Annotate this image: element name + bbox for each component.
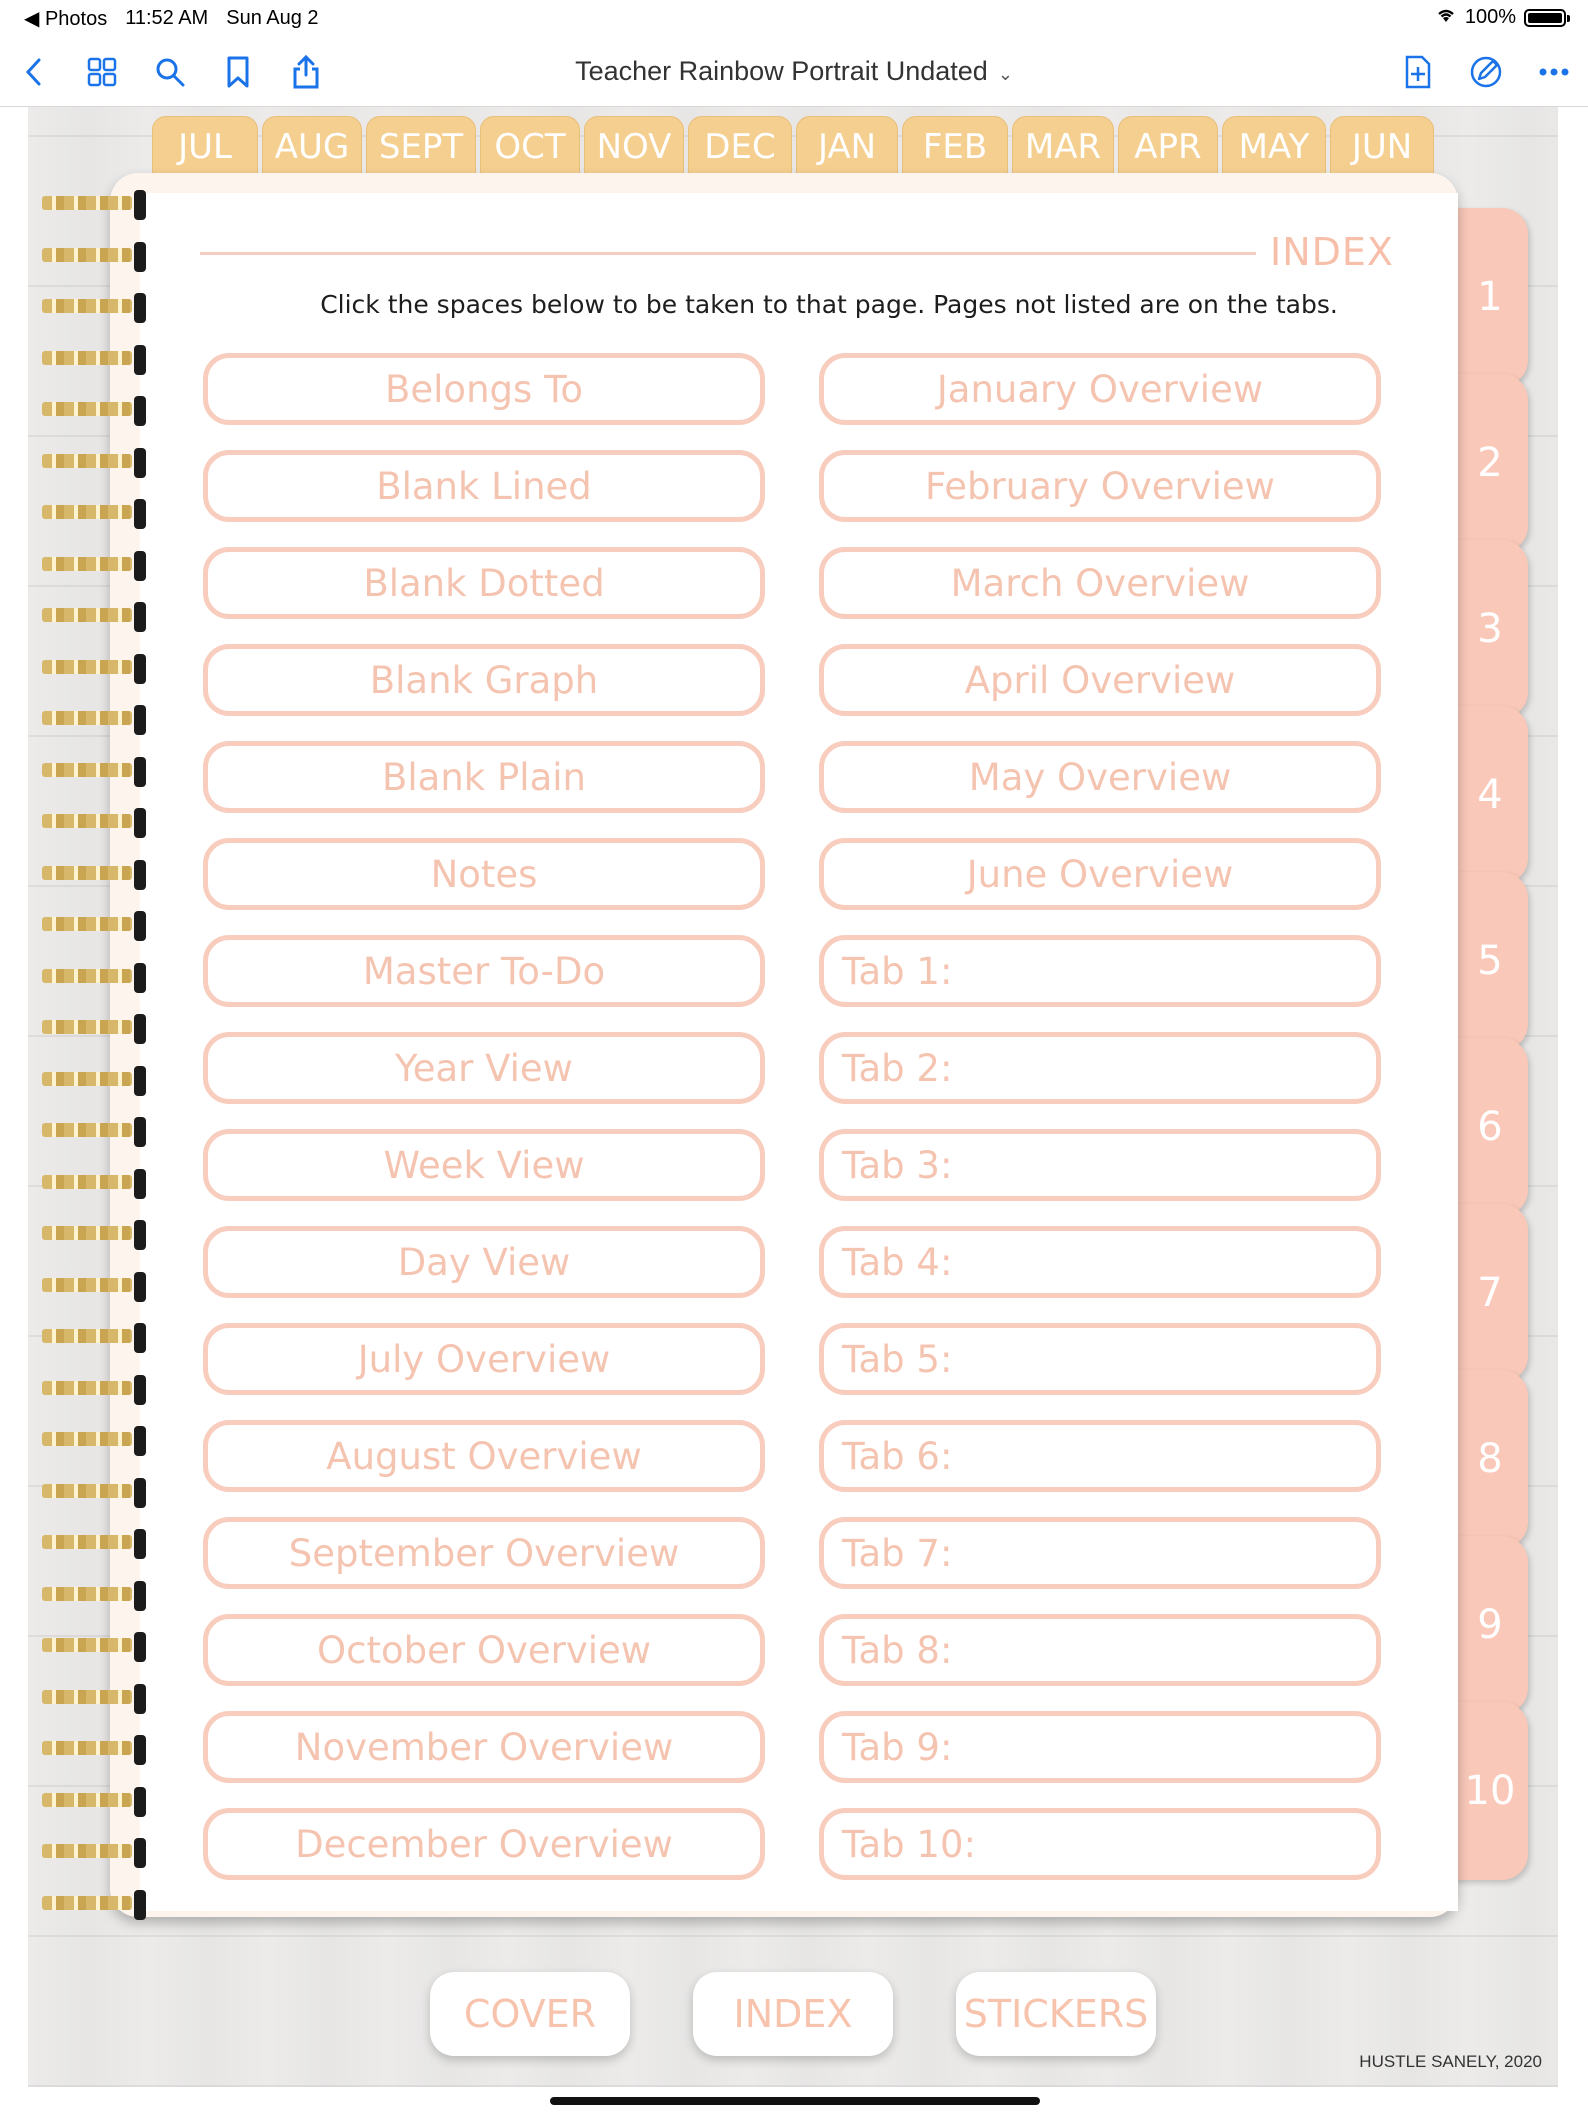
index-link-may-overview[interactable]: May Overview xyxy=(819,741,1381,813)
index-link-february-overview[interactable]: February Overview xyxy=(819,450,1381,522)
index-link-tab-7[interactable]: Tab 7: xyxy=(819,1517,1381,1589)
spiral-ring xyxy=(42,551,152,577)
index-link-tab-9[interactable]: Tab 9: xyxy=(819,1711,1381,1783)
index-link-day-view[interactable]: Day View xyxy=(203,1226,765,1298)
index-link-april-overview[interactable]: April Overview xyxy=(819,644,1381,716)
month-tab[interactable]: AUG xyxy=(262,116,362,178)
spiral-ring xyxy=(42,1323,152,1349)
battery-icon xyxy=(1524,9,1566,27)
page-title: INDEX xyxy=(1270,230,1394,274)
cover-tab[interactable]: COVER xyxy=(430,1972,630,2056)
spiral-ring xyxy=(42,1169,152,1195)
month-tab[interactable]: JUN xyxy=(1330,116,1434,178)
back-app-label: Photos xyxy=(44,8,108,30)
home-indicator[interactable] xyxy=(550,2097,1040,2105)
spiral-ring xyxy=(42,1478,152,1504)
wifi-icon xyxy=(1435,6,1457,29)
back-to-app-link[interactable]: ◀ Photos xyxy=(24,8,108,30)
number-tab[interactable]: 8 xyxy=(1452,1370,1528,1548)
spiral-ring xyxy=(42,1581,152,1607)
copyright-credit: HUSTLE SANELY, 2020 xyxy=(1359,2052,1542,2071)
status-time: 11:52 AM xyxy=(125,7,209,29)
spiral-ring xyxy=(42,911,152,937)
status-date: Sun Aug 2 xyxy=(226,7,319,29)
more-icon[interactable] xyxy=(1534,52,1574,92)
index-link-blank-lined[interactable]: Blank Lined xyxy=(203,450,765,522)
month-tab[interactable]: JUL xyxy=(152,116,258,178)
stickers-tab[interactable]: STICKERS xyxy=(956,1972,1156,2056)
document-title-label: Teacher Rainbow Portrait Undated xyxy=(575,56,988,86)
index-link-notes[interactable]: Notes xyxy=(203,838,765,910)
pencil-icon[interactable] xyxy=(1466,52,1506,92)
spiral-ring xyxy=(42,1272,152,1298)
index-link-tab-4[interactable]: Tab 4: xyxy=(819,1226,1381,1298)
index-link-week-view[interactable]: Week View xyxy=(203,1129,765,1201)
number-tab[interactable]: 5 xyxy=(1452,872,1528,1050)
spiral-ring xyxy=(42,1014,152,1040)
number-tab[interactable]: 7 xyxy=(1452,1204,1528,1382)
number-tab[interactable]: 9 xyxy=(1452,1536,1528,1714)
month-tab[interactable]: DEC xyxy=(688,116,792,178)
spiral-ring xyxy=(42,190,152,216)
month-tab[interactable]: FEB xyxy=(902,116,1008,178)
spiral-ring xyxy=(42,757,152,783)
spiral-ring xyxy=(42,1735,152,1761)
index-link-august-overview[interactable]: August Overview xyxy=(203,1420,765,1492)
index-link-tab-3[interactable]: Tab 3: xyxy=(819,1129,1381,1201)
app-toolbar xyxy=(0,40,1588,107)
month-tabs xyxy=(152,116,1438,178)
spiral-ring xyxy=(42,1426,152,1452)
spiral-ring xyxy=(42,963,152,989)
number-tab[interactable]: 4 xyxy=(1452,706,1528,884)
number-tab[interactable]: 1 xyxy=(1452,208,1528,386)
document-title[interactable] xyxy=(0,56,1588,87)
index-link-belongs-to[interactable]: Belongs To xyxy=(203,353,765,425)
index-tab[interactable]: INDEX xyxy=(693,1972,893,2056)
spiral-ring xyxy=(42,345,152,371)
month-tab[interactable]: SEPT xyxy=(366,116,476,178)
index-link-january-overview[interactable]: January Overview xyxy=(819,353,1381,425)
index-instruction: Click the spaces below to be taken to that page. Pages not listed are on the tabs. xyxy=(320,290,1338,319)
spiral-ring xyxy=(42,1529,152,1555)
month-tab[interactable]: OCT xyxy=(480,116,580,178)
index-link-september-overview[interactable]: September Overview xyxy=(203,1517,765,1589)
number-tab[interactable]: 10 xyxy=(1452,1702,1528,1880)
status-bar xyxy=(0,0,1588,40)
battery-percent: 100% xyxy=(1464,6,1516,28)
title-rule xyxy=(200,252,1256,255)
index-link-blank-plain[interactable]: Blank Plain xyxy=(203,741,765,813)
index-link-tab-5[interactable]: Tab 5: xyxy=(819,1323,1381,1395)
spiral-ring xyxy=(42,448,152,474)
number-tab[interactable]: 2 xyxy=(1452,374,1528,552)
index-link-blank-dotted[interactable]: Blank Dotted xyxy=(203,547,765,619)
index-link-june-overview[interactable]: June Overview xyxy=(819,838,1381,910)
month-tab[interactable]: APR xyxy=(1118,116,1218,178)
index-link-march-overview[interactable]: March Overview xyxy=(819,547,1381,619)
month-tab[interactable]: NOV xyxy=(584,116,684,178)
spiral-ring xyxy=(42,808,152,834)
spiral-ring xyxy=(42,1890,152,1916)
month-tab[interactable]: MAY xyxy=(1222,116,1326,178)
spiral-ring xyxy=(42,1684,152,1710)
index-link-tab-10[interactable]: Tab 10: xyxy=(819,1808,1381,1880)
spiral-ring xyxy=(42,396,152,422)
spiral-ring xyxy=(42,1066,152,1092)
index-link-master-todo[interactable]: Master To-Do xyxy=(203,935,765,1007)
index-link-blank-graph[interactable]: Blank Graph xyxy=(203,644,765,716)
spiral-ring xyxy=(42,1787,152,1813)
spiral-binding xyxy=(42,190,152,1910)
index-link-october-overview[interactable]: October Overview xyxy=(203,1614,765,1686)
spiral-ring xyxy=(42,499,152,525)
spiral-ring xyxy=(42,654,152,680)
spiral-ring xyxy=(42,705,152,731)
index-link-july-overview[interactable]: July Overview xyxy=(203,1323,765,1395)
spiral-ring xyxy=(42,1375,152,1401)
index-link-tab-2[interactable]: Tab 2: xyxy=(819,1032,1381,1104)
spiral-ring xyxy=(42,293,152,319)
index-link-tab-8[interactable]: Tab 8: xyxy=(819,1614,1381,1686)
index-link-november-overview[interactable]: November Overview xyxy=(203,1711,765,1783)
index-link-tab-1[interactable]: Tab 1: xyxy=(819,935,1381,1007)
month-tab[interactable]: JAN xyxy=(796,116,898,178)
spiral-ring xyxy=(42,1220,152,1246)
chevron-down-icon: ⌄ xyxy=(997,64,1013,84)
number-tab[interactable]: 3 xyxy=(1452,540,1528,718)
number-tab[interactable]: 6 xyxy=(1452,1038,1528,1216)
spiral-ring xyxy=(42,602,152,628)
index-link-december-overview[interactable]: December Overview xyxy=(203,1808,765,1880)
index-link-tab-6[interactable]: Tab 6: xyxy=(819,1420,1381,1492)
month-tab[interactable]: MAR xyxy=(1012,116,1114,178)
spiral-ring xyxy=(42,860,152,886)
spiral-ring xyxy=(42,242,152,268)
spiral-ring xyxy=(42,1632,152,1658)
spiral-ring xyxy=(42,1838,152,1864)
index-link-year-view[interactable]: Year View xyxy=(203,1032,765,1104)
add-page-icon[interactable] xyxy=(1398,52,1438,92)
spiral-ring xyxy=(42,1117,152,1143)
